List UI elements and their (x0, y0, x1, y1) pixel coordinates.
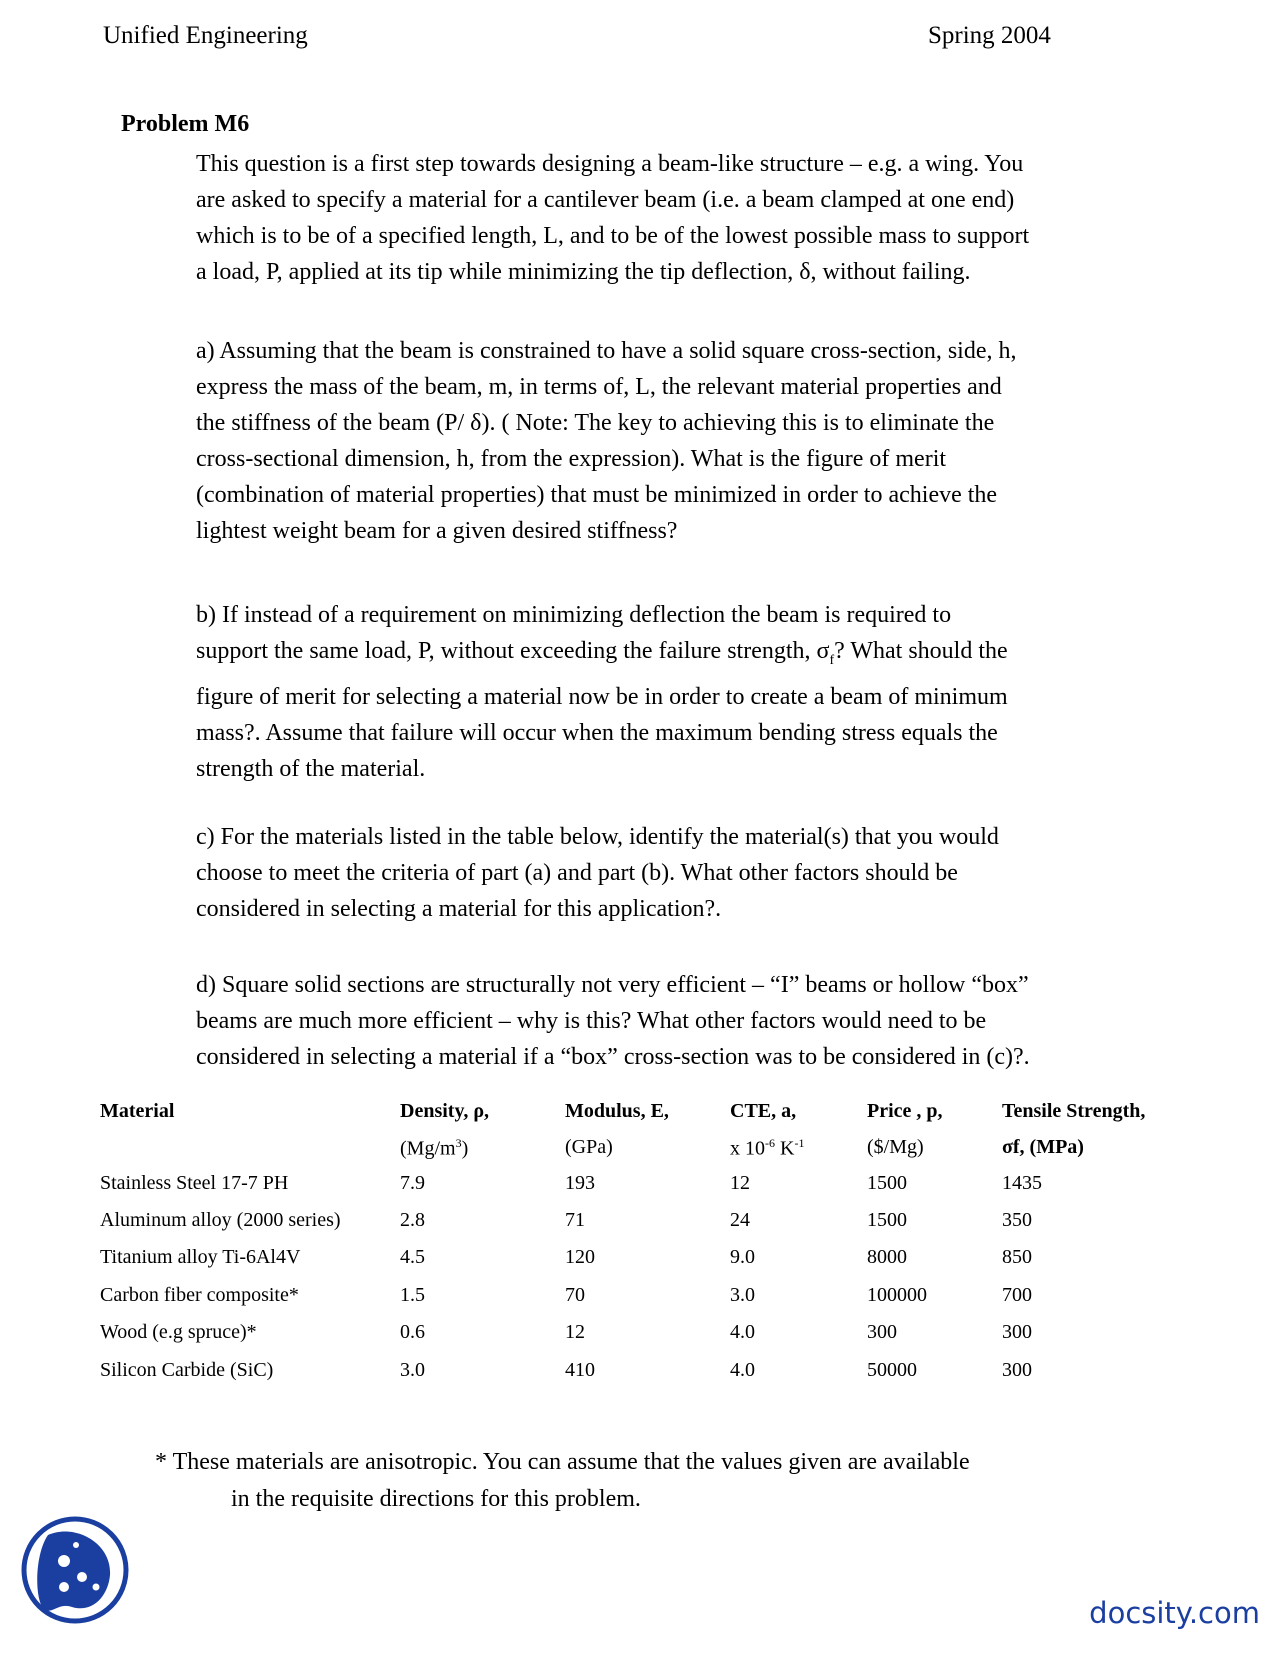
unit-cte (730, 1136, 804, 1161)
intro-line: This question is a first step towards designing a beam-like structure – e.g. a wing. You (196, 151, 1024, 177)
unit-text: ) (461, 1137, 469, 1160)
cell-density: 4.5 (400, 1246, 425, 1268)
cell-modulus: 193 (565, 1172, 595, 1194)
part-a-line: cross-sectional dimension, h, from the expression). What is the figure of merit (196, 446, 947, 472)
header-term: Spring 2004 (928, 22, 1051, 49)
cell-modulus: 12 (565, 1321, 585, 1343)
col-header-price: Price , p, (867, 1100, 943, 1122)
part-b-text: ? What should the (834, 638, 1008, 664)
part-c-line: c) For the materials listed in the table below, identify the material(s) that you would (196, 824, 999, 850)
part-b-line (196, 633, 1176, 679)
col-header-cte: CTE, a, (730, 1100, 797, 1122)
cell-cte: 24 (730, 1209, 750, 1231)
part-b-line: mass?. Assume that failure will occur when the maximum bending stress equals the (196, 719, 998, 746)
unit-text: (Mg/m (400, 1137, 456, 1160)
part-c-line: considered in selecting a material for this application?. (196, 896, 722, 922)
unit-text: x 10 (730, 1137, 765, 1160)
cell-cte: 9.0 (730, 1246, 755, 1268)
footnote-line: * These materials are anisotropic. You can assume that the values given are available (155, 1449, 970, 1475)
cell-strength: 300 (1002, 1359, 1032, 1381)
part-b-line: strength of the material. (196, 755, 426, 782)
cell-material: Silicon Carbide (SiC) (100, 1359, 274, 1381)
cell-price: 1500 (867, 1209, 907, 1231)
part-b-line: b) If instead of a requirement on minimizing deflection the beam is required to (196, 602, 952, 628)
part-a-line: a) Assuming that the beam is constrained to have a solid square cross-section, side, h, (196, 338, 1017, 364)
part-c (196, 819, 1176, 927)
cell-material: Titanium alloy Ti-6Al4V (100, 1246, 301, 1268)
unit-modulus: (GPa) (565, 1136, 613, 1158)
problem-intro (196, 146, 1176, 290)
intro-line: are asked to specify a material for a cantilever beam (i.e. a beam clamped at one end) (196, 187, 1015, 213)
unit-strength (1002, 1136, 1084, 1159)
col-header-modulus: Modulus, E, (565, 1100, 669, 1122)
part-b-line: figure of merit for selecting a material now be in order to create a beam of minimum (196, 683, 1008, 710)
unit-sup: 3 (455, 1136, 462, 1150)
cell-modulus: 70 (565, 1284, 585, 1306)
part-a (196, 333, 1176, 549)
cell-material: Stainless Steel 17-7 PH (100, 1172, 289, 1194)
part-a-line: (combination of material properties) that must be minimized in order to achieve the (196, 482, 998, 508)
unit-density (400, 1136, 468, 1161)
cell-density: 7.9 (400, 1172, 425, 1194)
cell-price: 1500 (867, 1172, 907, 1194)
cell-density: 2.8 (400, 1209, 425, 1231)
part-b (196, 597, 1176, 787)
unit-sup: -6 (765, 1136, 775, 1150)
cell-price: 8000 (867, 1246, 907, 1268)
cell-cte: 3.0 (730, 1284, 755, 1306)
footnote (155, 1444, 970, 1518)
cell-modulus: 410 (565, 1359, 595, 1381)
footnote-line: in the requisite directions for this problem. (231, 1486, 641, 1512)
part-d-line: d) Square solid sections are structurally not very efficient – “I” beams or hollow “box” (196, 972, 1029, 998)
part-d-line: considered in selecting a material if a “box” cross-section was to be considered in (c)?. (196, 1044, 1030, 1070)
cell-density: 3.0 (400, 1359, 425, 1381)
cell-material: Aluminum alloy (2000 series) (100, 1209, 341, 1231)
docsity-brand-link[interactable]: docsity.com (1089, 1596, 1260, 1630)
cell-cte: 12 (730, 1172, 750, 1194)
cell-price: 50000 (867, 1359, 917, 1381)
cell-material: Wood (e.g spruce)* (100, 1321, 257, 1343)
problem-title: Problem M6 (121, 111, 250, 137)
cell-strength: 700 (1002, 1284, 1032, 1306)
unit-text: K (775, 1137, 795, 1160)
part-a-line: lightest weight beam for a given desired stiffness? (196, 518, 678, 544)
cell-density: 1.5 (400, 1284, 425, 1306)
cell-density: 0.6 (400, 1321, 425, 1343)
cell-strength: 350 (1002, 1209, 1032, 1231)
sigma-subscript: f (829, 652, 835, 668)
intro-line: a load, P, applied at its tip while minimizing the tip deflection, δ, without failing. (196, 259, 971, 285)
cell-modulus: 71 (565, 1209, 585, 1231)
unit-text: (MPa) (1024, 1136, 1084, 1158)
cell-cte: 4.0 (730, 1359, 755, 1381)
part-b-text: support the same load, P, without exceeding the failure strength, σ (196, 638, 830, 664)
part-d-line: beams are much more efficient – why is this? What other factors would need to be (196, 1008, 987, 1034)
cell-strength: 300 (1002, 1321, 1032, 1343)
part-a-line: the stiffness of the beam (P/ δ). ( Note: The key to achieving this is to eliminate the (196, 410, 995, 436)
cell-price: 100000 (867, 1284, 927, 1306)
cell-material: Carbon fiber composite* (100, 1284, 299, 1306)
unit-symbol: σf, (1002, 1136, 1025, 1158)
part-d (196, 967, 1176, 1075)
cell-price: 300 (867, 1321, 897, 1343)
col-header-strength: Tensile Strength, (1002, 1100, 1146, 1122)
cell-strength: 1435 (1002, 1172, 1042, 1194)
col-header-material: Material (100, 1100, 175, 1122)
col-header-density: Density, ρ, (400, 1100, 490, 1122)
cell-strength: 850 (1002, 1246, 1032, 1268)
docsity-logo-icon (20, 1515, 130, 1625)
part-c-line: choose to meet the criteria of part (a) and part (b). What other factors should be (196, 860, 958, 886)
part-a-line: express the mass of the beam, m, in terms of, L, the relevant material properties and (196, 374, 1002, 400)
intro-line: which is to be of a specified length, L, and to be of the lowest possible mass to support (196, 223, 1030, 249)
cell-modulus: 120 (565, 1246, 595, 1268)
cell-cte: 4.0 (730, 1321, 755, 1343)
unit-price: ($/Mg) (867, 1136, 924, 1158)
unit-sup: -1 (794, 1136, 805, 1150)
header-course: Unified Engineering (103, 22, 308, 49)
